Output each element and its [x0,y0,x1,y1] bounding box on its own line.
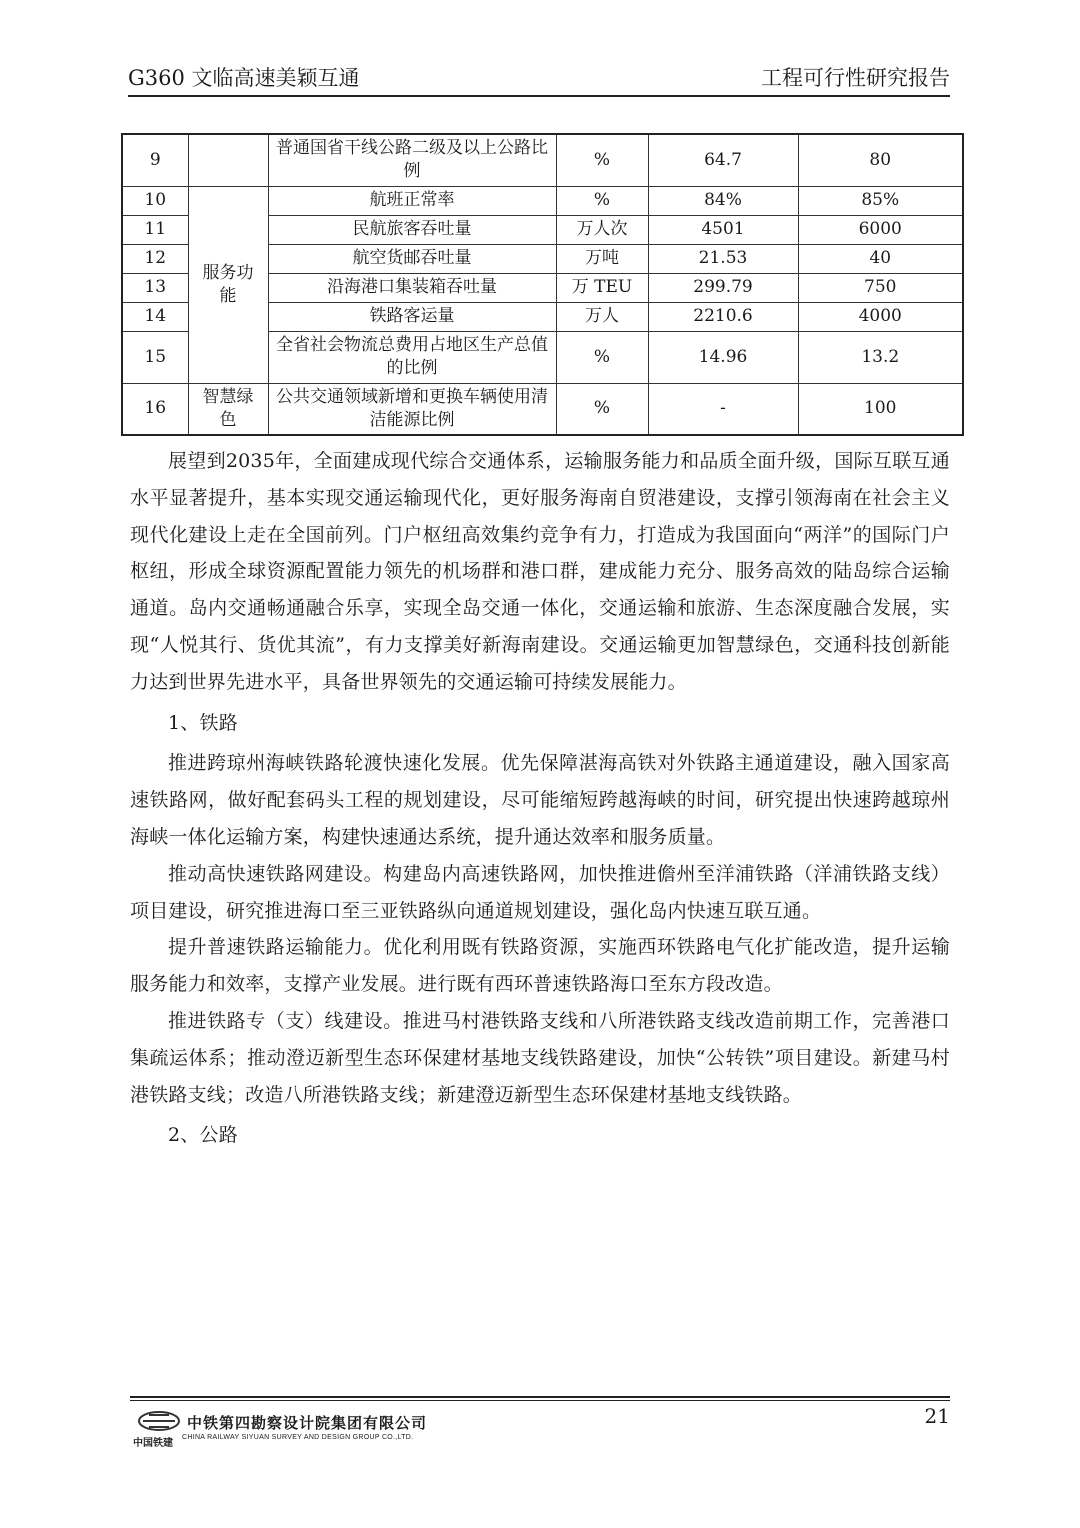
header-report-title: 工程可行性研究报告 [761,66,950,90]
logo-caption: 中国铁建 [133,1438,173,1449]
footer-rule-thin [130,1400,950,1401]
row-number: 9 [122,134,188,186]
indicator-target: 6000 [798,215,963,244]
indicator-current: 14.96 [648,331,798,383]
indicator-target: 750 [798,273,963,302]
indicator-unit: 万吨 [556,244,648,273]
indicator-current: 84% [648,186,798,215]
paragraph-conventional-rail: 提升普速铁路运输能力。优化利用既有铁路资源，实施西环铁路电气化扩能改造，提升运输服务能力和效率，支撑产业发展。进行既有西环普速铁路海口至东方段改造。 [130,936,950,996]
indicator-target: 80 [798,134,963,186]
indicator-current: 21.53 [648,244,798,273]
paragraph-vision-2035: 展望到2035年，全面建成现代综合交通体系，运输服务能力和品质全面升级，国际互联互通水平显著提升，基本实现交通运输现代化，更好服务海南自贸港建设，支撑引领海南在社会主义现代化建设上走在全国前列。门户枢纽高效集约竞争有力，打造成为我国面向“两洋”的国际门户枢纽，形成全球资源配置能力领先的机场群和港口群，建成能力充分、服务高效的陆岛综合运输通道。岛内交通畅通融合乐享，实现全岛交通一体化，交通运输和旅游、生态深度融合发展，实现“人悦其行、货优其流”，有力支撑美好新海南建设。交通运输更加智慧绿色，交通科技创新能力达到世界先进水平，具备世界领先的交通运输可持续发展能力。 [130,450,950,693]
category-cell-empty [188,134,268,186]
company-name-cn: 中铁第四勘察设计院集团有限公司 [187,1414,428,1432]
indicator-target: 4000 [798,302,963,331]
indicator-unit: % [556,331,648,383]
indicator-unit: % [556,186,648,215]
table-row [122,134,963,186]
paragraph-branch-lines: 推进铁路专（支）线建设。推进马村港铁路支线和八所港铁路支线改造前期工作，完善港口集疏运体系；推动澄迈新型生态环保建材基地支线铁路建设，加快“公转铁”项目建设。新建马村港铁路支线；改造八所港铁路支线；新建澄迈新型生态环保建材基地支线铁路。 [130,1009,950,1106]
row-number: 12 [122,244,188,273]
indicator-unit: 万人次 [556,215,648,244]
section-heading-railway: 1、铁路 [168,711,238,734]
page-number: 21 [924,1404,950,1428]
indicator-name: 民航旅客吞吐量 [268,215,556,244]
header-project-title: G360 文临高速美颖互通 [128,66,360,90]
indicator-name: 航班正常率 [268,186,556,215]
indicator-current: 4501 [648,215,798,244]
indicator-target: 85% [798,186,963,215]
indicator-name: 公共交通领域新增和更换车辆使用清洁能源比例 [268,383,556,435]
page-header [128,62,950,96]
indicator-unit: 万人 [556,302,648,331]
indicator-name: 沿海港口集装箱吞吐量 [268,273,556,302]
row-number: 14 [122,302,188,331]
category-green: 智慧绿色 [188,383,268,435]
body-text [130,443,950,1158]
indicator-name: 航空货邮吞吐量 [268,244,556,273]
row-number: 16 [122,383,188,435]
indicator-current: 2210.6 [648,302,798,331]
indicator-name: 铁路客运量 [268,302,556,331]
row-number: 13 [122,273,188,302]
indicator-unit: 万 TEU [556,273,648,302]
indicator-name: 全省社会物流总费用占地区生产总值的比例 [268,331,556,383]
indicator-target: 13.2 [798,331,963,383]
indicator-table [121,133,964,436]
paragraph-high-speed-rail: 推动高快速铁路网建设。构建岛内高速铁路网，加快推进儋州至洋浦铁路（洋浦铁路支线）项目建设，研究推进海口至三亚铁路纵向通道规划建设，强化岛内快速互联互通。 [130,862,950,922]
paragraph-strait-ferry: 推进跨琼州海峡铁路轮渡快速化发展。优先保障湛海高铁对外铁路主通道建设，融入国家高速铁路网，做好配套码头工程的规划建设，尽可能缩短跨越海峡的时间，研究提出快速跨越琼州海峡一体化运输方案，构建快速通达系统，提升通达效率和服务质量。 [130,752,950,848]
category-service: 服务功能 [188,186,268,383]
row-number: 15 [122,331,188,383]
indicator-current: 299.79 [648,273,798,302]
indicator-unit: % [556,134,648,186]
indicator-unit: % [556,383,648,435]
section-heading-highway: 2、公路 [168,1124,238,1147]
indicator-current: 64.7 [648,134,798,186]
company-name-en: CHINA RAILWAY SIYUAN SURVEY AND DESIGN GROUP CO.,LTD. [182,1434,414,1441]
row-number: 10 [122,186,188,215]
indicator-current: - [648,383,798,435]
table-row [122,383,963,435]
indicator-name: 普通国省干线公路二级及以上公路比例 [268,134,556,186]
indicator-target: 40 [798,244,963,273]
header-rule [128,95,950,97]
indicator-target: 100 [798,383,963,435]
footer-rule [130,1396,950,1398]
row-number: 11 [122,215,188,244]
table-row [122,186,963,215]
